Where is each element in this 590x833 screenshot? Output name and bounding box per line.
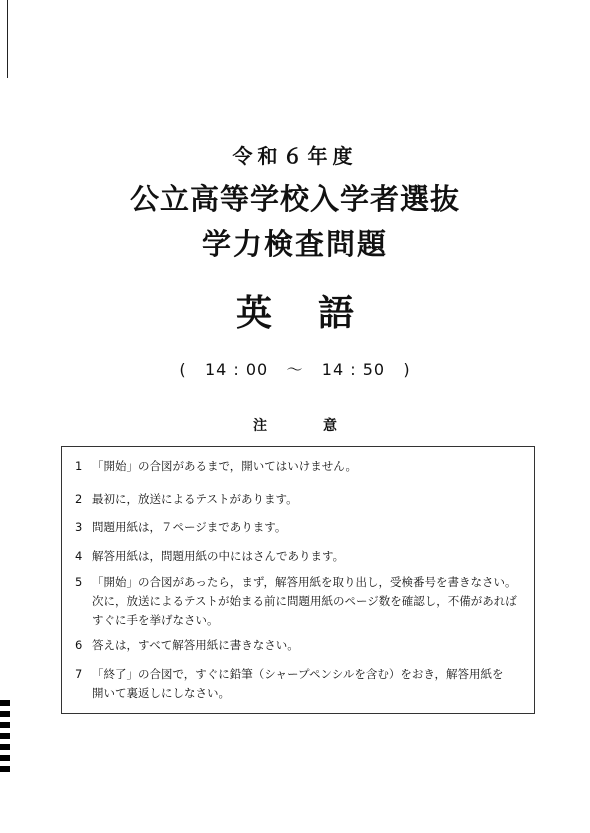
notice-item-text: 「終了」の合図で，すぐに鉛筆（シャープペンシルを含む）をおき，解答用紙を: [92, 667, 504, 681]
notice-item-number: 2: [75, 492, 83, 506]
notice-item-4: [75, 547, 527, 566]
time-open-paren: (: [179, 360, 187, 379]
exam-title-line2: 学力検査問題: [201, 227, 388, 261]
time-tilde: ～: [286, 360, 304, 379]
timing-mark: [0, 700, 10, 706]
notice-item-number: 1: [75, 459, 83, 473]
exam-title-line1: 公立高等学校入学者選抜: [129, 182, 460, 216]
exam-time: [0, 357, 590, 380]
timing-mark: [0, 744, 10, 750]
notice-item-text-cont: 開いて裏返しにしなさい。: [92, 686, 230, 700]
timing-mark: [0, 766, 10, 772]
notice-item-1: [75, 457, 527, 476]
timing-mark: [0, 711, 10, 717]
notice-item-5: [75, 573, 527, 630]
notice-item-2: [75, 490, 527, 509]
timing-mark: [0, 733, 10, 739]
notice-item-text: 問題用紙は，７ページまであります。: [92, 520, 287, 534]
scan-edge-line: [7, 0, 8, 78]
notice-item-text-cont: すぐに手を挙げなさい。: [92, 613, 219, 627]
notice-item-text: 「開始」の合図があるまで，開いてはいけません。: [92, 459, 357, 473]
time-close-paren: ): [403, 360, 411, 379]
notice-item-3: [75, 518, 527, 537]
exam-era: 令和６年度: [232, 144, 358, 168]
notice-item-number: 6: [75, 638, 83, 652]
notice-heading: 注意: [253, 418, 393, 434]
timing-mark: [0, 755, 10, 761]
timing-mark: [0, 722, 10, 728]
notice-item-text-cont: 次に，放送によるテストが始まる前に問題用紙のページ数を確認し，不備があれば: [92, 594, 517, 608]
notice-item-number: 3: [75, 520, 83, 534]
notice-item-number: 5: [75, 575, 83, 589]
notice-item-number: 7: [75, 667, 83, 681]
notice-item-text: 答えは，すべて解答用紙に書きなさい。: [92, 638, 299, 652]
notice-item-text: 最初に，放送によるテストがあります。: [92, 492, 298, 506]
notice-box: [61, 446, 535, 714]
notice-item-number: 4: [75, 549, 83, 563]
notice-item-text: 解答用紙は，問題用紙の中にはさんであります。: [92, 549, 345, 563]
notice-item-text: 「開始」の合図があったら，まず，解答用紙を取り出し，受検番号を書きなさい。: [92, 575, 517, 589]
exam-subject: 英語: [235, 293, 400, 334]
time-start: 14 : 00: [204, 360, 269, 379]
notice-item-6: [75, 636, 527, 655]
notice-item-7: [75, 665, 527, 703]
time-end: 14 : 50: [321, 360, 386, 379]
